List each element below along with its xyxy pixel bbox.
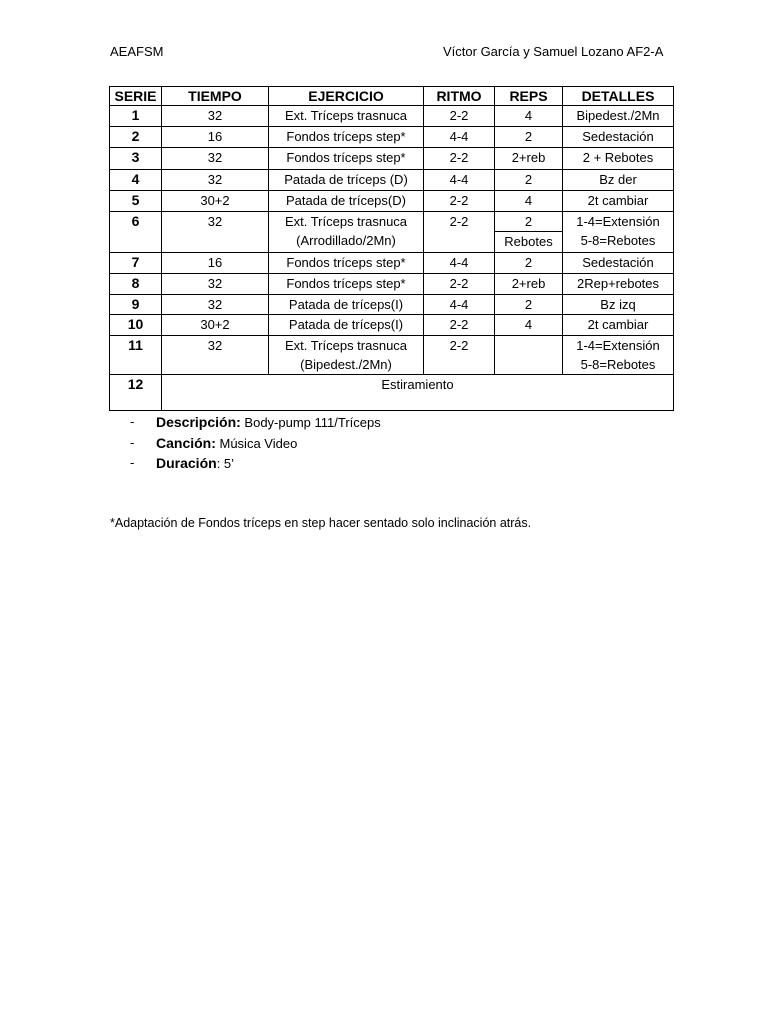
reps-cell: 2 — [495, 253, 563, 274]
table-row — [110, 295, 674, 315]
ritmo-cell: 4-4 — [424, 295, 495, 315]
reps-cell — [495, 212, 563, 253]
serie-cell: 5 — [110, 191, 162, 212]
serie-cell: 12 — [110, 375, 162, 411]
column-header: REPS — [495, 87, 563, 106]
tiempo-cell: 32 — [162, 274, 269, 295]
table-row — [110, 315, 674, 336]
table-row — [110, 336, 674, 375]
table-row — [110, 191, 674, 212]
serie-cell: 2 — [110, 127, 162, 148]
list-item — [130, 453, 381, 474]
ejercicio-cell: Patada de tríceps(I) — [269, 315, 424, 336]
info-value: Body-pump 111/Tríceps — [240, 415, 381, 430]
detalles-cell: 2t cambiar — [563, 315, 674, 336]
serie-cell: 6 — [110, 212, 162, 253]
reps-cell — [495, 336, 563, 375]
table-row — [110, 127, 674, 148]
workout-table — [109, 86, 674, 411]
serie-cell: 9 — [110, 295, 162, 315]
detalles-line: 1-4=Extensión — [576, 338, 660, 353]
table-row — [110, 212, 674, 253]
ritmo-cell: 2-2 — [424, 148, 495, 170]
reps-cell: 2+reb — [495, 148, 563, 170]
detalles-cell — [563, 212, 674, 253]
detalles-cell: Bipedest./2Mn — [563, 106, 674, 127]
info-label: Descripción: — [156, 414, 241, 430]
ejercicio-cell: Fondos tríceps step* — [269, 253, 424, 274]
bullet-dash: - — [130, 414, 135, 429]
ejercicio-cell — [269, 336, 424, 375]
serie-cell: 7 — [110, 253, 162, 274]
serie-cell: 4 — [110, 170, 162, 191]
reps-cell: 2 — [495, 295, 563, 315]
ritmo-cell: 2-2 — [424, 315, 495, 336]
detalles-cell: Bz der — [563, 170, 674, 191]
reps-line: 2 — [524, 214, 533, 229]
ejercicio-cell: Patada de tríceps(D) — [269, 191, 424, 212]
detalles-cell — [563, 336, 674, 375]
info-list — [130, 412, 381, 474]
tiempo-cell: 32 — [162, 148, 269, 170]
ejercicio-cell — [269, 212, 424, 253]
detalles-cell: 2 + Rebotes — [563, 148, 674, 170]
table-row — [110, 274, 674, 295]
ritmo-cell: 4-4 — [424, 253, 495, 274]
tiempo-cell: 16 — [162, 253, 269, 274]
detalles-cell: Sedestación — [563, 127, 674, 148]
tiempo-cell: 30+2 — [162, 315, 269, 336]
tiempo-cell: 32 — [162, 295, 269, 315]
detalles-cell: 2t cambiar — [563, 191, 674, 212]
column-header: EJERCICIO — [269, 87, 424, 106]
list-item — [130, 412, 381, 433]
reps-cell: 2 — [495, 127, 563, 148]
info-label: Duración — [156, 455, 217, 471]
serie-cell: 10 — [110, 315, 162, 336]
list-item — [130, 433, 381, 454]
ejercicio-line: Ext. Tríceps trasnuca — [284, 214, 408, 229]
ejercicio-cell: Ext. Tríceps trasnuca — [269, 106, 424, 127]
footnote: *Adaptación de Fondos tríceps en step hacer sentado solo inclinación atrás. — [110, 516, 532, 530]
header-right: Víctor García y Samuel Lozano AF2-A — [443, 44, 664, 59]
detalles-cell: 2Rep+rebotes — [563, 274, 674, 295]
serie-cell: 11 — [110, 336, 162, 375]
merged-cell: Estiramiento — [162, 375, 674, 411]
ritmo-cell: 4-4 — [424, 170, 495, 191]
reps-cell: 4 — [495, 106, 563, 127]
bullet-dash: - — [130, 455, 135, 470]
ritmo-cell: 2-2 — [424, 336, 495, 375]
tiempo-cell: 32 — [162, 106, 269, 127]
ejercicio-cell: Fondos tríceps step* — [269, 127, 424, 148]
detalles-cell: Bz izq — [563, 295, 674, 315]
table-row — [110, 148, 674, 170]
ritmo-cell: 2-2 — [424, 212, 495, 253]
table-row — [110, 170, 674, 191]
tiempo-cell: 30+2 — [162, 191, 269, 212]
ejercicio-line: Ext. Tríceps trasnuca — [284, 338, 408, 353]
serie-cell: 8 — [110, 274, 162, 295]
column-header: TIEMPO — [162, 87, 269, 106]
ritmo-cell: 2-2 — [424, 106, 495, 127]
bullet-dash: - — [130, 434, 135, 450]
reps-cell: 2 — [495, 170, 563, 191]
serie-cell: 3 — [110, 148, 162, 170]
column-header: DETALLES — [563, 87, 674, 106]
table-row — [110, 253, 674, 274]
tiempo-cell: 32 — [162, 170, 269, 191]
ejercicio-cell: Patada de tríceps (D) — [269, 170, 424, 191]
ritmo-cell: 2-2 — [424, 274, 495, 295]
tiempo-cell: 32 — [162, 336, 269, 375]
info-label: Canción: — [156, 434, 216, 451]
reps-line: Rebotes — [495, 231, 562, 251]
ritmo-cell: 2-2 — [424, 191, 495, 212]
tiempo-cell: 16 — [162, 127, 269, 148]
detalles-line: 5-8=Rebotes — [580, 233, 656, 248]
ejercicio-cell: Fondos tríceps step* — [269, 148, 424, 170]
ejercicio-line: (Arrodillado/2Mn) — [296, 233, 396, 248]
column-header: RITMO — [424, 87, 495, 106]
ejercicio-cell: Patada de tríceps(I) — [269, 295, 424, 315]
table-row — [110, 106, 674, 127]
detalles-cell: Sedestación — [563, 253, 674, 274]
header-left: AEAFSM — [110, 44, 164, 59]
detalles-line: 5-8=Rebotes — [580, 357, 656, 372]
detalles-line: 1-4=Extensión — [576, 214, 660, 229]
column-header: SERIE — [110, 87, 162, 106]
table-row — [110, 375, 674, 411]
ejercicio-cell: Fondos tríceps step* — [269, 274, 424, 295]
reps-cell: 4 — [495, 315, 563, 336]
info-value: Música Video — [215, 435, 298, 451]
reps-cell: 2+reb — [495, 274, 563, 295]
serie-cell: 1 — [110, 106, 162, 127]
ejercicio-line: (Bipedest./2Mn) — [300, 357, 392, 372]
ritmo-cell: 4-4 — [424, 127, 495, 148]
table-header-row — [110, 87, 674, 106]
info-value: : 5’ — [216, 456, 235, 471]
tiempo-cell: 32 — [162, 212, 269, 253]
reps-cell: 4 — [495, 191, 563, 212]
